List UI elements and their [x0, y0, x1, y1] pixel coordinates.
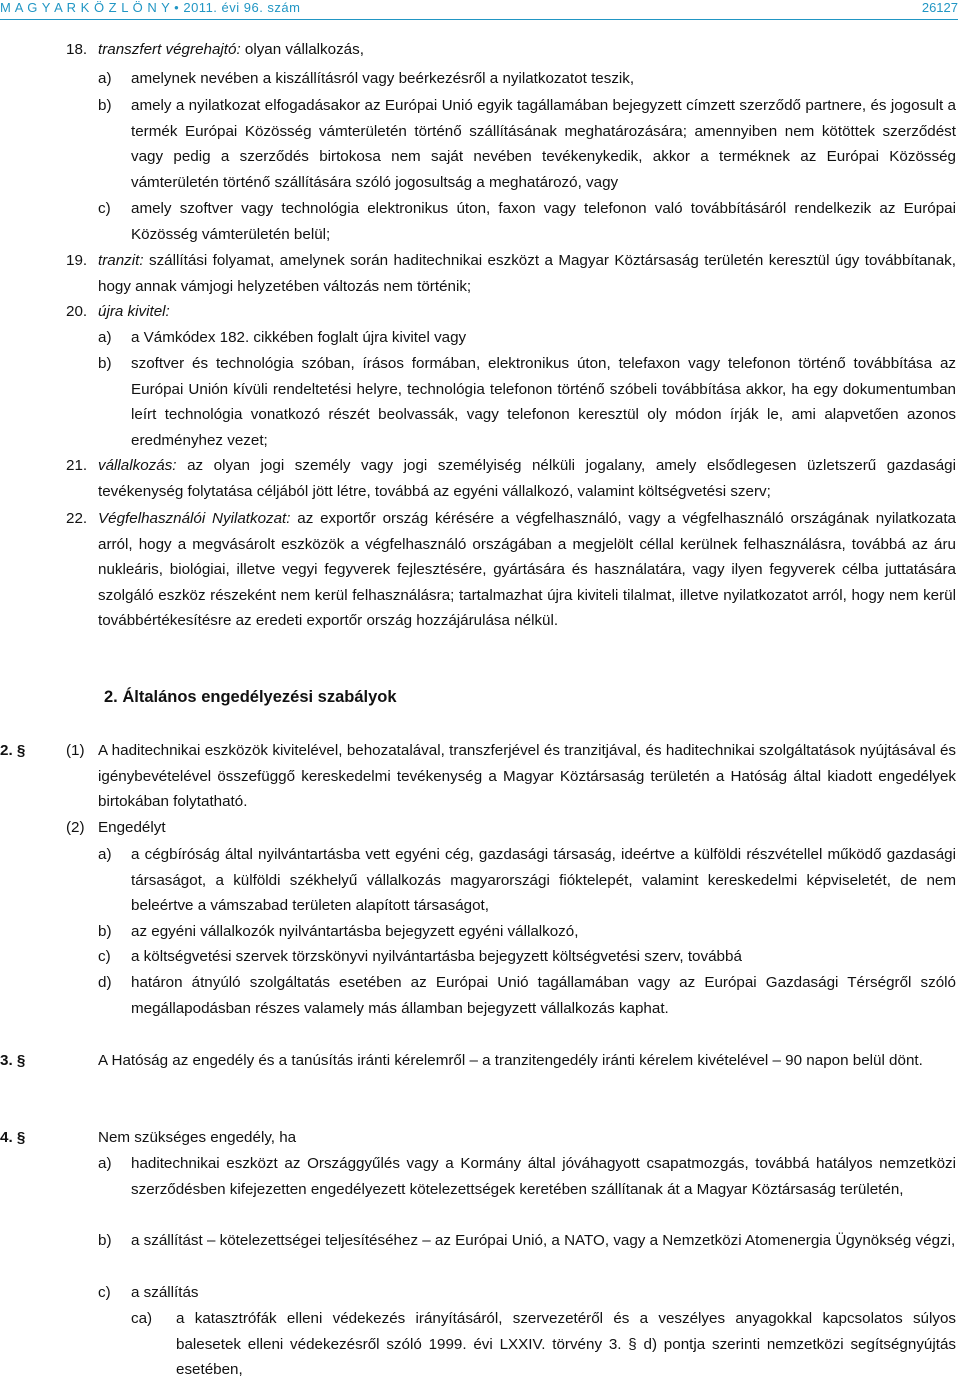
point-text: amely a nyilatkozat elfogadásakor az Európai Unió egyik tagállamában bejegyzett címzett szerződő partnere, és jogosult a termék Európai Közösség vámterületén történő szállításának meghatározására; amennyiben nem kötöttek szerződést vagy pedig a szerződés birtokosa nem saját nevében tevékenykedik, akkor a terméknek az Európai Közösség vámterületén történő szállítására szóló jogosultság a meghatározó, vagy — [131, 97, 956, 191]
subsection-text: Engedélyt — [98, 819, 166, 836]
header-rule — [0, 19, 958, 20]
section-number: 3. § — [0, 1052, 26, 1069]
definition-body: az olyan jogi személy vagy jogi személyiség nélküli jogalany, amely elsődlegesen üzletszerű gazdasági tevékenység folytatása céljából jött létre, továbbá az egyéni vállalkozó, valamint költségvetési szerv; — [98, 457, 956, 500]
point-label: a) — [98, 70, 112, 87]
definition-body: szállítási folyamat, amelynek során haditechnikai eszközt a Magyar Köztársaság területén keresztül úgy továbbítanak, hogy annak vámjogi helyzetében változás nem történik; — [98, 252, 956, 295]
point-label: c) — [98, 200, 111, 217]
definition-text — [98, 248, 956, 299]
point-label: d) — [98, 974, 112, 991]
section-text: A Hatóság az engedély és a tanúsítás iránti kérelemről – a tranzitengedély iránti kérelem kivételével – 90 napon belül dönt. — [98, 1052, 923, 1069]
item-number: 20. — [66, 303, 88, 320]
point-label: a) — [98, 846, 112, 863]
definition-text — [98, 37, 364, 63]
definition-text — [98, 453, 956, 504]
section-title: 2. Általános engedélyezési szabályok — [104, 688, 397, 706]
header-bullet: • — [174, 0, 180, 15]
point-label: c) — [98, 948, 111, 965]
point-label: c) — [98, 1284, 111, 1301]
item-number: 22. — [66, 510, 88, 527]
definition-body: az exportőr ország kérésére a végfelhasználó, vagy a végfelhasználó országának nyilatkozata arról, hogy a megvásárolt eszközök a végfelhasználó országában a megjelölt céllal kerülnek felhasználásra, továbbá az áru nukleáris, biológiai, illetve vegyi fegyverek fejlesztésére, gyártására és használatára, vagy ilyen fegyverek célba juttatására szolgáló eszköz részeként nem kerül felhasználásra; tartalmazhat újra kiviteli tilalmat, illetve nyilatkozatot arról, hogy nem kerül továbbértékesítésre az eredeti exportőr ország hozzájárulása nélkül. — [98, 510, 957, 630]
defined-term: tranzit: — [98, 252, 144, 269]
defined-term: transzfert végrehajtó: — [98, 41, 241, 58]
point-text: amelynek nevében a kiszállításról vagy beérkezésről a nyilatkozatot teszik, — [131, 70, 635, 87]
point-label: a) — [98, 329, 112, 346]
item-number: 19. — [66, 252, 88, 269]
item-number: 18. — [66, 41, 88, 58]
point-label: b) — [98, 923, 112, 940]
point-label: b) — [98, 97, 112, 114]
subsection-label: (1) — [66, 742, 85, 759]
point-text: haditechnikai eszközt az Országgyűlés vagy a Kormány által jóváhagyott csapatmozgás, továbbá hatályos nemzetközi szerződésben kifejezetten engedélyezett kötelezettségek keretében szállítanak át a Magyar Köztársaság területén, — [131, 1155, 956, 1198]
definition-text — [98, 506, 956, 634]
point-label: b) — [98, 1232, 112, 1249]
point-text: amely szoftver vagy technológia elektronikus úton, faxon vagy telefonon való továbbításáról rendelkezik az Európai Közösség vámterületén belül; — [131, 200, 956, 243]
point-text: a cégbíróság által nyilvántartásba vett egyéni cég, gazdasági társaság, ideértve a külföldi részvétellel működő gazdasági társaságot, a külföldi székhelyű vállalkozás magyarországi fióktelepét, valamint kereskedelmi képviseletét, de nem beleértve a vámszabad területen alapított társaságot, — [131, 846, 956, 915]
subsection-label: (2) — [66, 819, 85, 836]
point-text: a költségvetési szervek törzskönyvi nyilvántartásba bejegyzett költségvetési szerv, továbbá — [131, 948, 742, 965]
point-text: az egyéni vállalkozók nyilvántartásba bejegyzett egyéni vállalkozó, — [131, 923, 579, 940]
point-text: a Vámkódex 182. cikkében foglalt újra kivitel vagy — [131, 329, 467, 346]
defined-term: újra kivitel: — [98, 303, 170, 320]
journal-title: M A G Y A R K Ö Z L Ö N Y — [0, 0, 171, 15]
defined-term: Végfelhasználói Nyilatkozat: — [98, 510, 291, 527]
issue-label: 2011. évi 96. szám — [183, 0, 301, 15]
point-text: határon átnyúló szolgáltatás esetében az Európai Unió tagállamában vagy az Európai Gazdasági Térségről szóló megállapodásban részes valamely más államban bejegyzett vállalkozás kaphat. — [131, 974, 956, 1017]
point-text: a szállítást – kötelezettségei teljesítéséhez – az Európai Unió, a NATO, vagy a Nemzetközi Atomenergia Ügynökség végzi, — [131, 1232, 956, 1249]
section-number: 4. § — [0, 1129, 26, 1146]
point-label: a) — [98, 1155, 112, 1172]
point-text: szoftver és technológia szóban, írásos formában, elektronikus úton, telefaxon vagy telefonon történő továbbítása az Európai Unión kívüli rendeltetési helyre, technológia telefonon történő szóbeli továbbítása akkor, ha egy dokumentumban leírt technológia vonatkozó részét beolvassák, vagy telefonon keresztül oly módon írják le, ami alapvetően azonos eredményhez vezet; — [131, 355, 956, 449]
subpoint-text: a katasztrófák elleni védekezés irányításáról, szervezetéről és a veszélyes anyagokkal kapcsolatos súlyos balesetek elleni védekezésről szóló 1999. évi LXXIV. törvény 3. § d) pontja szerinti nemzetközi segítségnyújtás esetében, — [176, 1310, 956, 1379]
point-label: b) — [98, 355, 112, 372]
header-left — [0, 0, 301, 15]
subpoint-label: ca) — [131, 1310, 153, 1327]
subsection-text: A haditechnikai eszközök kivitelével, behozatalával, transzferjével és tranzitjával, és haditechnikai szolgáltatások nyújtásával és igénybevételével összefüggő kereskedelmi tevékenység a Magyar Köztársaság területén a Hatóság által kiadott engedélyek birtokában folytatható. — [98, 742, 956, 811]
item-number: 21. — [66, 457, 88, 474]
defined-term: vállalkozás: — [98, 457, 177, 474]
page-header — [0, 0, 958, 16]
page-number: 26127 — [921, 0, 958, 15]
definition-body: olyan vállalkozás, — [240, 41, 364, 58]
point-text: a szállítás — [131, 1284, 199, 1301]
section-number: 2. § — [0, 742, 26, 759]
section-text: Nem szükséges engedély, ha — [98, 1129, 297, 1146]
